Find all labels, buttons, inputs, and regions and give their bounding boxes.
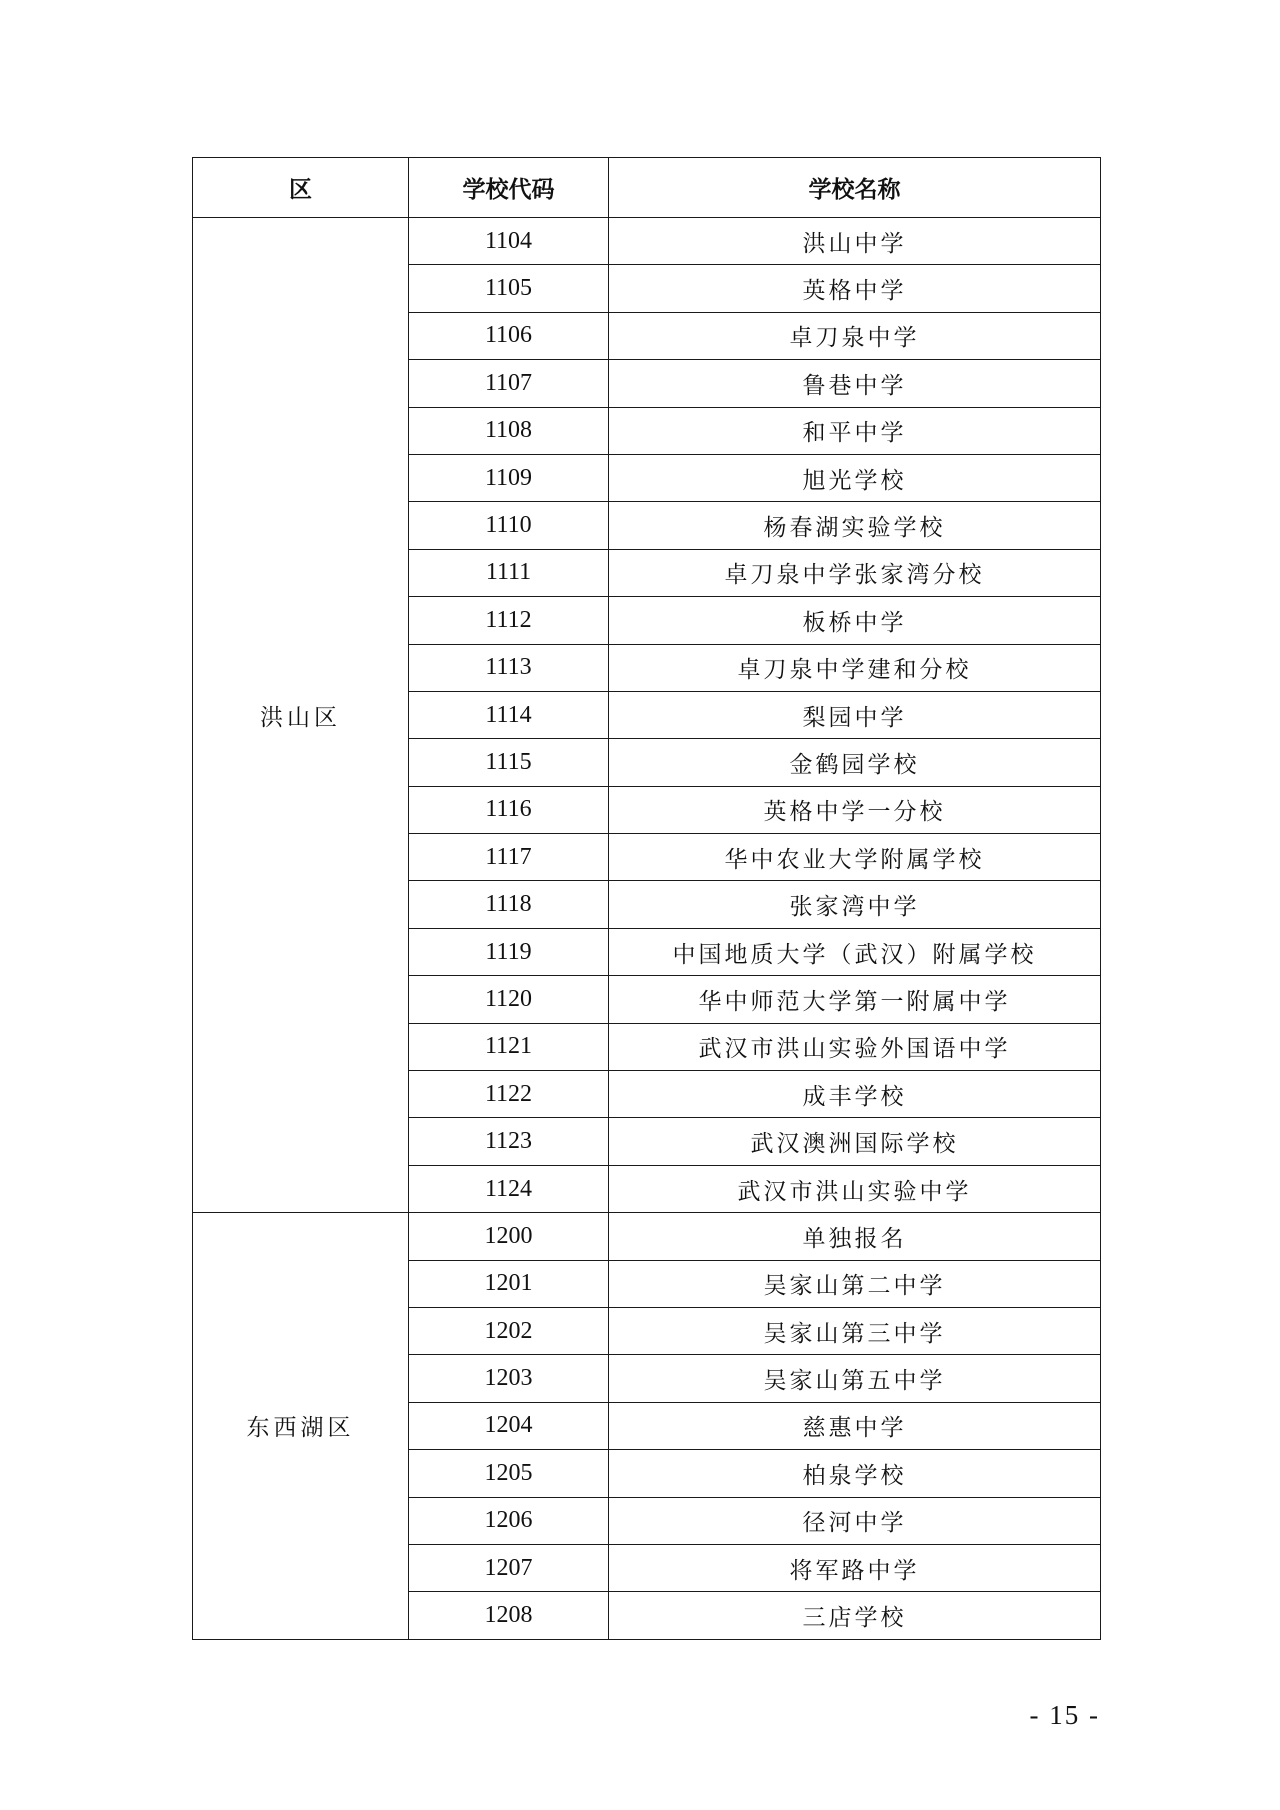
header-district: 区 xyxy=(193,158,409,218)
table-row xyxy=(193,1213,1101,1260)
school-name-cell: 华中师范大学第一附属中学 xyxy=(609,976,1101,1023)
school-code-cell: 1204 xyxy=(409,1402,609,1449)
school-code-cell: 1122 xyxy=(409,1071,609,1118)
school-code-cell: 1113 xyxy=(409,644,609,691)
school-name-cell: 卓刀泉中学建和分校 xyxy=(609,644,1101,691)
school-code-cell: 1124 xyxy=(409,1165,609,1212)
district-cell: 东西湖区 xyxy=(193,1213,409,1640)
school-code-cell: 1120 xyxy=(409,976,609,1023)
school-code-cell: 1105 xyxy=(409,265,609,312)
school-name-cell: 英格中学一分校 xyxy=(609,786,1101,833)
school-code-cell: 1107 xyxy=(409,360,609,407)
school-name-cell: 和平中学 xyxy=(609,407,1101,454)
school-name-cell: 吴家山第二中学 xyxy=(609,1260,1101,1307)
school-code-cell: 1205 xyxy=(409,1450,609,1497)
school-code-cell: 1201 xyxy=(409,1260,609,1307)
school-code-cell: 1123 xyxy=(409,1118,609,1165)
school-code-cell: 1110 xyxy=(409,502,609,549)
school-name-cell: 梨园中学 xyxy=(609,691,1101,738)
school-code-cell: 1116 xyxy=(409,786,609,833)
school-name-cell: 将军路中学 xyxy=(609,1544,1101,1591)
school-code-cell: 1112 xyxy=(409,597,609,644)
school-name-cell: 武汉市洪山实验中学 xyxy=(609,1165,1101,1212)
school-code-cell: 1200 xyxy=(409,1213,609,1260)
page-number: - 15 - xyxy=(1029,1700,1100,1730)
school-name-cell: 武汉市洪山实验外国语中学 xyxy=(609,1023,1101,1070)
school-name-cell: 武汉澳洲国际学校 xyxy=(609,1118,1101,1165)
school-name-cell: 鲁巷中学 xyxy=(609,360,1101,407)
school-code-cell: 1202 xyxy=(409,1307,609,1354)
school-code-cell: 1206 xyxy=(409,1497,609,1544)
school-code-cell: 1119 xyxy=(409,928,609,975)
school-name-cell: 单独报名 xyxy=(609,1213,1101,1260)
school-name-cell: 三店学校 xyxy=(609,1592,1101,1639)
school-code-cell: 1117 xyxy=(409,834,609,881)
school-code-cell: 1118 xyxy=(409,881,609,928)
school-code-cell: 1203 xyxy=(409,1355,609,1402)
school-code-cell: 1111 xyxy=(409,549,609,596)
table-body xyxy=(193,218,1101,1640)
school-code-cell: 1108 xyxy=(409,407,609,454)
table-row xyxy=(193,218,1101,265)
school-code-cell: 1114 xyxy=(409,691,609,738)
school-code-cell: 1109 xyxy=(409,454,609,501)
school-name-cell: 慈惠中学 xyxy=(609,1402,1101,1449)
school-name-cell: 洪山中学 xyxy=(609,218,1101,265)
school-code-cell: 1104 xyxy=(409,218,609,265)
school-name-cell: 华中农业大学附属学校 xyxy=(609,834,1101,881)
district-cell: 洪山区 xyxy=(193,218,409,1213)
school-name-cell: 旭光学校 xyxy=(609,454,1101,501)
school-name-cell: 板桥中学 xyxy=(609,597,1101,644)
school-code-cell: 1208 xyxy=(409,1592,609,1639)
school-code-cell: 1207 xyxy=(409,1544,609,1591)
table-header-row xyxy=(193,158,1101,218)
school-name-cell: 杨春湖实验学校 xyxy=(609,502,1101,549)
school-code-cell: 1121 xyxy=(409,1023,609,1070)
header-school-code: 学校代码 xyxy=(409,158,609,218)
school-name-cell: 吴家山第三中学 xyxy=(609,1307,1101,1354)
school-name-cell: 卓刀泉中学 xyxy=(609,312,1101,359)
school-name-cell: 金鹤园学校 xyxy=(609,739,1101,786)
school-code-cell: 1106 xyxy=(409,312,609,359)
school-name-cell: 中国地质大学（武汉）附属学校 xyxy=(609,928,1101,975)
school-name-cell: 径河中学 xyxy=(609,1497,1101,1544)
school-name-cell: 成丰学校 xyxy=(609,1071,1101,1118)
school-name-cell: 卓刀泉中学张家湾分校 xyxy=(609,549,1101,596)
school-name-cell: 张家湾中学 xyxy=(609,881,1101,928)
header-school-name: 学校名称 xyxy=(609,158,1101,218)
table-header xyxy=(193,158,1101,218)
school-name-cell: 吴家山第五中学 xyxy=(609,1355,1101,1402)
school-name-cell: 英格中学 xyxy=(609,265,1101,312)
school-code-cell: 1115 xyxy=(409,739,609,786)
school-name-cell: 柏泉学校 xyxy=(609,1450,1101,1497)
school-code-table xyxy=(192,157,1101,1640)
